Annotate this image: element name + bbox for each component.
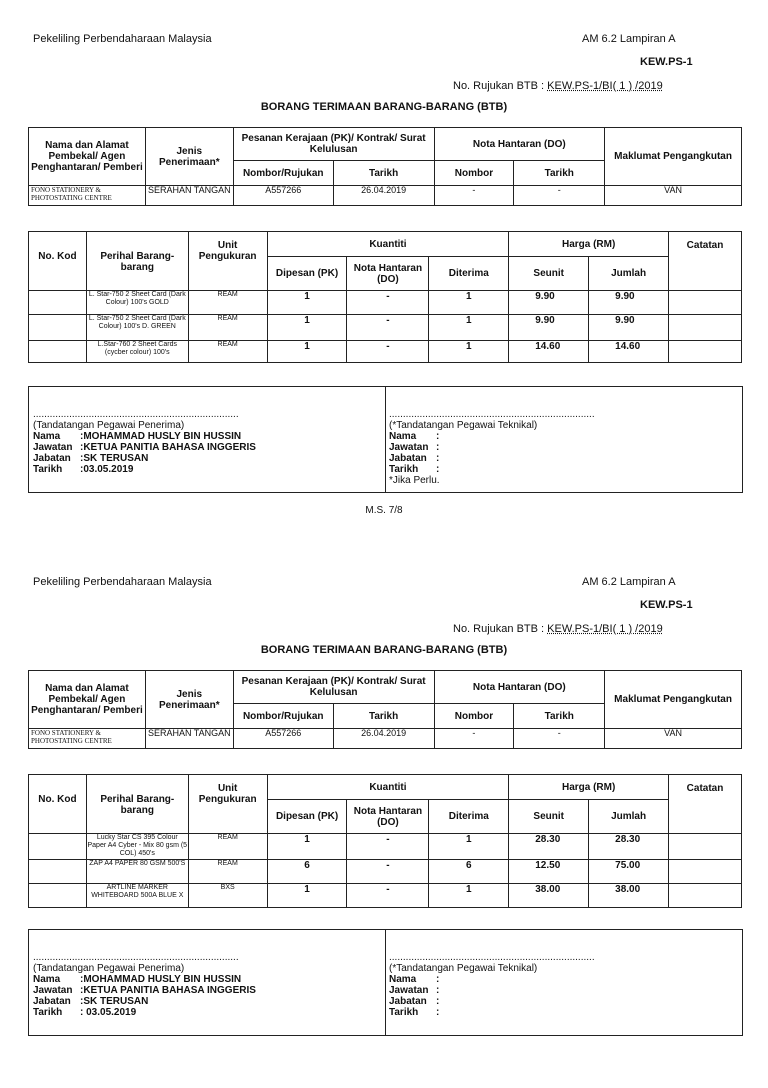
pk-tarikh: 26.04.2019 <box>333 729 434 749</box>
header-unit: Unit Pengukuran <box>188 775 267 834</box>
form-title: BORANG TERIMAAN BARANG-BARANG (BTB) <box>260 101 508 113</box>
item-do: - <box>347 291 429 315</box>
header-no-kod: No. Kod <box>29 232 87 291</box>
item-seunit: 9.90 <box>509 291 589 315</box>
header-pesanan: Pesanan Kerajaan (PK)/ Kontrak/ Surat Kelulusan <box>233 671 434 704</box>
pengangkutan: VAN <box>605 729 742 749</box>
signature-box <box>28 386 743 493</box>
label-jawatan: Jawatan <box>33 985 73 996</box>
signature-penerima <box>33 409 256 475</box>
label-nama: Nama <box>33 974 61 985</box>
header-perihal: Perihal Barang-barang <box>86 232 188 291</box>
header-do: Nota Hantaran (DO) <box>347 257 429 291</box>
table-row <box>29 834 742 860</box>
item-dipesan: 1 <box>267 291 347 315</box>
header-nama: Nama dan Alamat Pembekal/ Agen Penghantaran/ Pemberi <box>29 128 146 186</box>
header-dipesan: Dipesan (PK) <box>267 800 347 834</box>
header-no-kod: No. Kod <box>29 775 87 834</box>
signature-line: .......................................................................... <box>33 952 239 963</box>
table-row <box>29 291 742 315</box>
item-dipesan: 1 <box>267 834 347 860</box>
do-nombor: - <box>434 186 514 206</box>
header-catatan: Catatan <box>669 775 742 834</box>
header-tarikh: Tarikh <box>333 704 434 729</box>
value-jabatan: : <box>436 453 440 464</box>
do-tarikh: - <box>514 729 605 749</box>
header-nombor-rujukan: Nombor/Rujukan <box>233 161 333 186</box>
footnote-jika-perlu: *Jika Perlu. <box>389 475 440 486</box>
item-dipesan: 1 <box>267 341 347 363</box>
item-do: - <box>347 315 429 341</box>
header-do: Nota Hantaran (DO) <box>347 800 429 834</box>
item-jumlah: 38.00 <box>589 884 669 908</box>
item-catatan <box>669 860 742 884</box>
value-tarikh: :03.05.2019 <box>80 464 134 475</box>
header-right: AM 6.2 Lampiran A <box>582 33 676 45</box>
label-tarikh: Tarikh <box>33 464 63 475</box>
item-kod <box>29 834 87 860</box>
sign-jabatan <box>389 996 595 1007</box>
signature-caption: (*Tandatangan Pegawai Teknikal) <box>389 420 538 431</box>
item-unit: REAM <box>188 315 267 341</box>
header-nombor-rujukan: Nombor/Rujukan <box>233 704 333 729</box>
item-seunit: 14.60 <box>509 341 589 363</box>
rujukan-btb <box>453 623 663 635</box>
label-tarikh: Tarikh <box>389 1007 419 1018</box>
header-tarikh-do: Tarikh <box>514 704 605 729</box>
sign-jawatan <box>33 442 256 453</box>
header-unit: Unit Pengukuran <box>188 232 267 291</box>
item-unit: REAM <box>188 341 267 363</box>
header-maklumat-pengangkutan: Maklumat Pengangkutan <box>605 128 742 186</box>
label-jabatan: Jabatan <box>389 453 427 464</box>
item-perihal: L.Star-760 2 Sheet Cards (cycber colour) 100's <box>86 341 188 363</box>
table-row <box>29 884 742 908</box>
item-kod <box>29 860 87 884</box>
item-catatan <box>669 315 742 341</box>
form-title: BORANG TERIMAAN BARANG-BARANG (BTB) <box>260 644 508 656</box>
item-do: - <box>347 884 429 908</box>
table-row <box>29 341 742 363</box>
sign-nama <box>389 431 595 442</box>
value-jabatan: :SK TERUSAN <box>80 996 149 1007</box>
label-jawatan: Jawatan <box>389 985 429 996</box>
supplier-name-line2: PHOTOSTATING CENTRE <box>31 194 112 202</box>
header-right: AM 6.2 Lampiran A <box>582 576 676 588</box>
supplier-name <box>29 186 146 206</box>
label-jabatan: Jabatan <box>33 996 71 1007</box>
header-jenis: Jenis Penerimaan* <box>145 671 233 729</box>
label-jawatan: Jawatan <box>389 442 429 453</box>
item-catatan <box>669 291 742 315</box>
value-tarikh: : <box>436 464 440 475</box>
header-left: Pekeliling Perbendaharaan Malaysia <box>33 33 212 45</box>
item-unit: BXS <box>188 884 267 908</box>
item-jumlah: 9.90 <box>589 315 669 341</box>
supplier-name <box>29 729 146 749</box>
item-diterima: 1 <box>429 834 509 860</box>
label-tarikh: Tarikh <box>389 464 419 475</box>
header-pesanan: Pesanan Kerajaan (PK)/ Kontrak/ Surat Kelulusan <box>233 128 434 161</box>
signature-divider <box>385 930 386 1035</box>
pengangkutan: VAN <box>605 186 742 206</box>
item-diterima: 1 <box>429 291 509 315</box>
header-dipesan: Dipesan (PK) <box>267 257 347 291</box>
item-kod <box>29 315 87 341</box>
item-seunit: 38.00 <box>509 884 589 908</box>
label-nama: Nama <box>389 974 417 985</box>
do-nombor: - <box>434 729 514 749</box>
sign-nama <box>33 431 256 442</box>
header-perihal: Perihal Barang-barang <box>86 775 188 834</box>
item-unit: REAM <box>188 834 267 860</box>
item-catatan <box>669 834 742 860</box>
signature-line: .......................................................................... <box>389 952 595 963</box>
table-row <box>29 860 742 884</box>
signature-divider <box>385 387 386 492</box>
value-nama: : <box>436 431 440 442</box>
jenis-penerimaan: SERAHAN TANGAN <box>145 186 233 206</box>
item-seunit: 9.90 <box>509 315 589 341</box>
header-kuantiti: Kuantiti <box>267 232 509 257</box>
pk-nombor: A557266 <box>233 186 333 206</box>
item-kod <box>29 884 87 908</box>
item-seunit: 28.30 <box>509 834 589 860</box>
header-diterima: Diterima <box>429 800 509 834</box>
form-code: KEW.PS-1 <box>640 599 693 611</box>
label-tarikh: Tarikh <box>33 1007 63 1018</box>
label-jabatan: Jabatan <box>33 453 71 464</box>
header-jumlah: Jumlah <box>589 257 669 291</box>
item-kod <box>29 341 87 363</box>
item-dipesan: 6 <box>267 860 347 884</box>
item-diterima: 6 <box>429 860 509 884</box>
sign-jawatan <box>389 442 595 453</box>
item-dipesan: 1 <box>267 884 347 908</box>
header-diterima: Diterima <box>429 257 509 291</box>
header-left: Pekeliling Perbendaharaan Malaysia <box>33 576 212 588</box>
supplier-name-line2: PHOTOSTATING CENTRE <box>31 737 112 745</box>
value-jabatan: :SK TERUSAN <box>80 453 149 464</box>
header-kuantiti: Kuantiti <box>267 775 509 800</box>
signature-line: .......................................................................... <box>389 409 595 420</box>
item-do: - <box>347 834 429 860</box>
supplier-name-line1: FONO STATIONERY & <box>31 186 101 194</box>
signature-line: .......................................................................... <box>33 409 239 420</box>
value-nama: :MOHAMMAD HUSLY BIN HUSSIN <box>80 431 242 442</box>
header-catatan: Catatan <box>669 232 742 291</box>
item-perihal: ARTLINE MARKER WHITEBOARD 500A BLUE X <box>86 884 188 908</box>
rujukan-label: No. Rujukan BTB : <box>453 80 548 92</box>
sign-tarikh <box>33 1007 256 1018</box>
supplier-name-line1: FONO STATIONERY & <box>31 729 101 737</box>
header-tarikh-do: Tarikh <box>514 161 605 186</box>
item-perihal: Lucky Star CS 395 Colour Paper A4 Cyber - Mix 80 gsm (5 COL) 450's <box>86 834 188 860</box>
items-table <box>28 774 742 908</box>
rujukan-label: No. Rujukan BTB : <box>453 623 548 635</box>
value-nama: : <box>436 974 440 985</box>
signature-teknikal <box>389 409 595 486</box>
value-tarikh: : 03.05.2019 <box>80 1007 137 1018</box>
sign-jabatan <box>33 453 256 464</box>
header-nama: Nama dan Alamat Pembekal/ Agen Penghantaran/ Pemberi <box>29 671 146 729</box>
item-jumlah: 75.00 <box>589 860 669 884</box>
item-diterima: 1 <box>429 341 509 363</box>
label-nama: Nama <box>389 431 417 442</box>
sign-nama <box>389 974 595 985</box>
label-nama: Nama <box>33 431 61 442</box>
pk-tarikh: 26.04.2019 <box>333 186 434 206</box>
items-table <box>28 231 742 363</box>
value-jawatan: : <box>436 442 440 453</box>
header-harga: Harga (RM) <box>509 775 669 800</box>
header-jenis: Jenis Penerimaan* <box>145 128 233 186</box>
item-catatan <box>669 884 742 908</box>
signature-caption: (*Tandatangan Pegawai Teknikal) <box>389 963 538 974</box>
signature-caption: (Tandatangan Pegawai Penerima) <box>33 420 185 431</box>
sign-jabatan <box>33 996 256 1007</box>
sign-jabatan <box>389 453 595 464</box>
label-jabatan: Jabatan <box>389 996 427 1007</box>
item-perihal: ZAP A4 PAPER 80 GSM 500'S <box>86 860 188 884</box>
form-code: KEW.PS-1 <box>640 56 693 68</box>
value-jawatan: :KETUA PANITIA BAHASA INGGERIS <box>80 985 256 996</box>
item-jumlah: 14.60 <box>589 341 669 363</box>
value-tarikh: : <box>436 1007 440 1018</box>
signature-box <box>28 929 743 1036</box>
header-seunit: Seunit <box>509 800 589 834</box>
signature-teknikal <box>389 952 595 1018</box>
header-maklumat-pengangkutan: Maklumat Pengangkutan <box>605 671 742 729</box>
label-jawatan: Jawatan <box>33 442 73 453</box>
value-jawatan: : <box>436 985 440 996</box>
item-seunit: 12.50 <box>509 860 589 884</box>
item-catatan <box>669 341 742 363</box>
pk-nombor: A557266 <box>233 729 333 749</box>
page-number: M.S. 7/8 <box>365 505 403 516</box>
item-perihal: L. Star-750 2 Sheet Card (Dark Colour) 100's D. GREEN <box>86 315 188 341</box>
supplier-table <box>28 127 742 206</box>
sign-tarikh <box>33 464 256 475</box>
form-page <box>0 543 768 1088</box>
item-unit: REAM <box>188 860 267 884</box>
sign-jawatan <box>389 985 595 996</box>
value-nama: :MOHAMMAD HUSLY BIN HUSSIN <box>80 974 242 985</box>
item-dipesan: 1 <box>267 315 347 341</box>
header-harga: Harga (RM) <box>509 232 669 257</box>
sign-nama <box>33 974 256 985</box>
item-diterima: 1 <box>429 315 509 341</box>
item-do: - <box>347 860 429 884</box>
signature-caption: (Tandatangan Pegawai Penerima) <box>33 963 185 974</box>
signature-penerima <box>33 952 256 1018</box>
sign-tarikh <box>389 1007 595 1018</box>
sign-jawatan <box>33 985 256 996</box>
header-nota-hantaran: Nota Hantaran (DO) <box>434 128 605 161</box>
header-nombor: Nombor <box>434 161 514 186</box>
rujukan-value: KEW.PS-1/BI( 1 ) /2019 <box>547 80 663 92</box>
table-row <box>29 315 742 341</box>
item-jumlah: 28.30 <box>589 834 669 860</box>
header-nombor: Nombor <box>434 704 514 729</box>
header-jumlah: Jumlah <box>589 800 669 834</box>
do-tarikh: - <box>514 186 605 206</box>
item-perihal: L. Star-750 2 Sheet Card (Dark Colour) 100's GOLD <box>86 291 188 315</box>
value-jawatan: :KETUA PANITIA BAHASA INGGERIS <box>80 442 256 453</box>
item-kod <box>29 291 87 315</box>
rujukan-btb <box>453 80 663 92</box>
item-unit: REAM <box>188 291 267 315</box>
header-nota-hantaran: Nota Hantaran (DO) <box>434 671 605 704</box>
item-diterima: 1 <box>429 884 509 908</box>
sign-tarikh <box>389 464 595 475</box>
supplier-table <box>28 670 742 749</box>
item-do: - <box>347 341 429 363</box>
header-seunit: Seunit <box>509 257 589 291</box>
jenis-penerimaan: SERAHAN TANGAN <box>145 729 233 749</box>
item-jumlah: 9.90 <box>589 291 669 315</box>
rujukan-value: KEW.PS-1/BI( 1 ) /2019 <box>547 623 663 635</box>
header-tarikh: Tarikh <box>333 161 434 186</box>
value-jabatan: : <box>436 996 440 1007</box>
